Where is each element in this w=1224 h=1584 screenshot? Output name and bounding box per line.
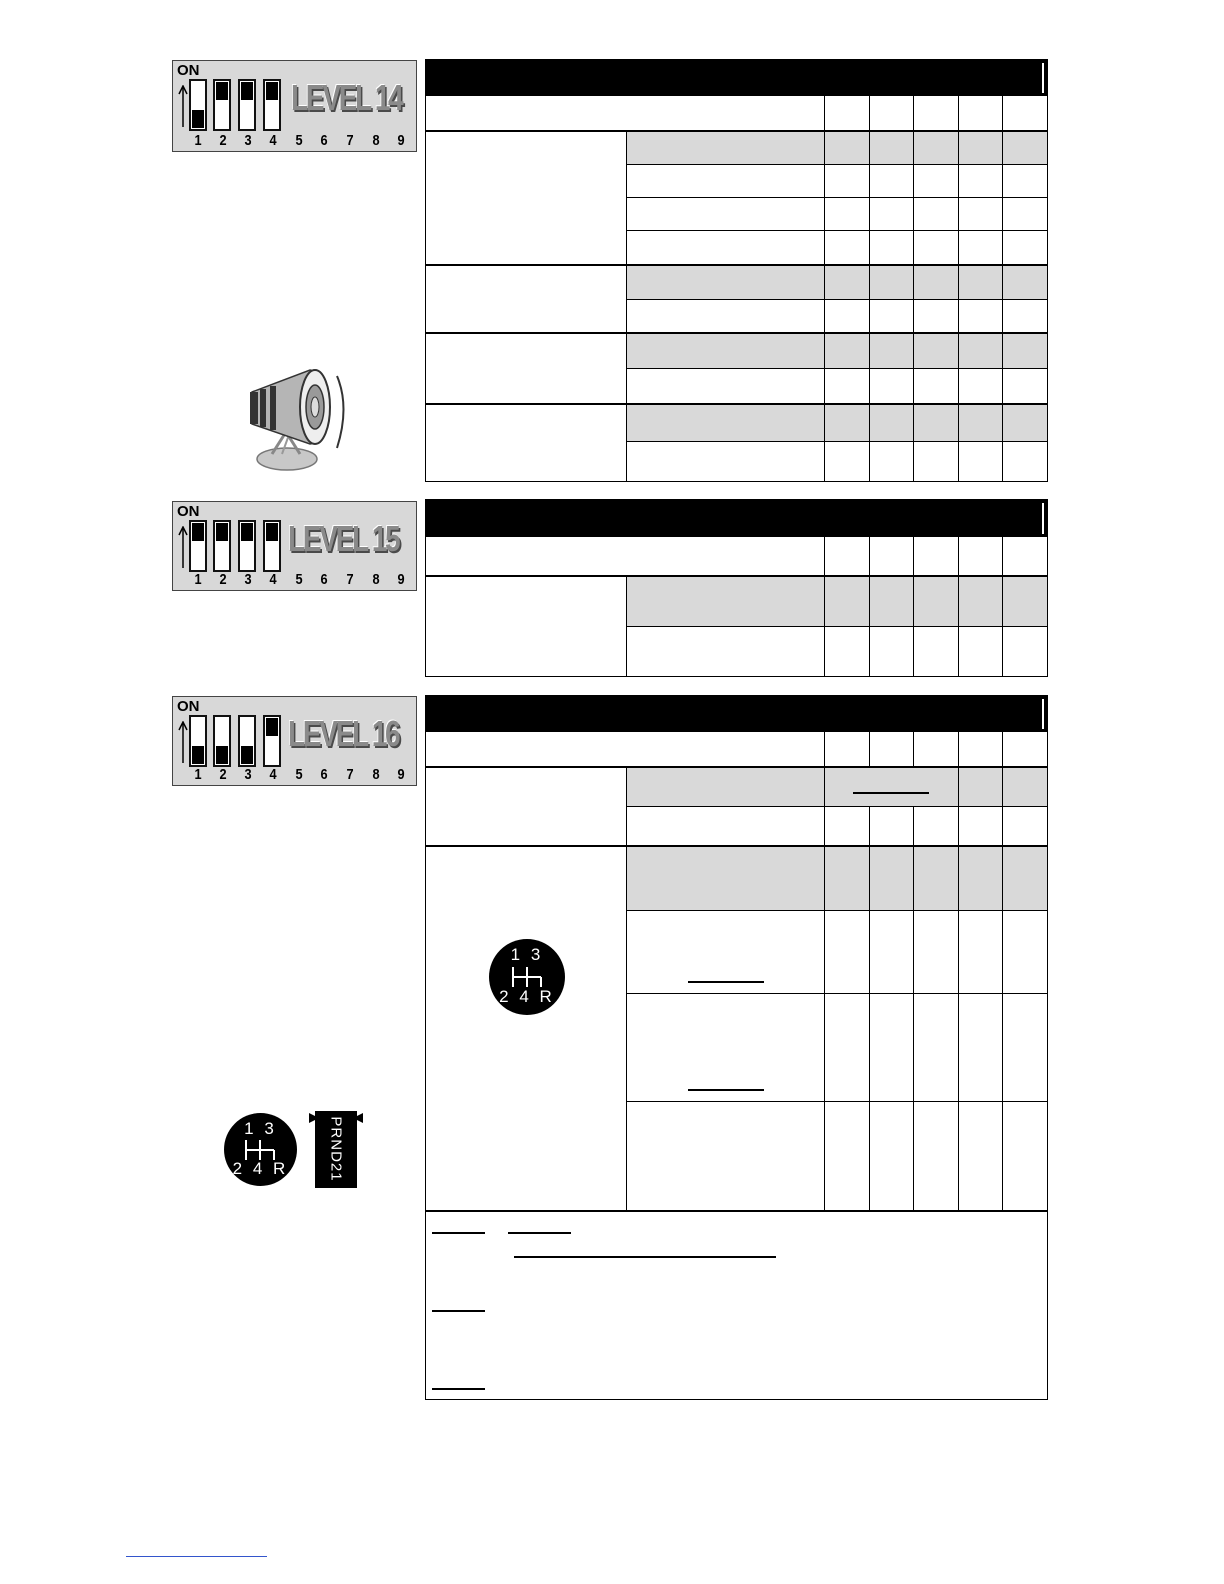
- siren-icon: [242, 362, 357, 474]
- level-label: LEVEL 16: [288, 713, 399, 754]
- automatic-gear-letters: PRND21: [327, 1116, 345, 1182]
- dip-switch-level-14: [172, 60, 417, 152]
- level-15-table: [425, 499, 1048, 677]
- switch-numbers: 1 2 3 4 5 6 7 8 9: [194, 571, 405, 588]
- on-label: ON: [177, 62, 200, 79]
- switch-1: [189, 79, 207, 131]
- switch-2: [213, 715, 231, 767]
- switch-4: [263, 715, 281, 767]
- level-14-table: [425, 59, 1048, 482]
- table-header-bar: [426, 696, 1047, 732]
- note-underline: [508, 1232, 571, 1234]
- dip-switch-level-15: [172, 501, 417, 591]
- note-underline: [514, 1256, 776, 1258]
- dip-switch-level-16: [172, 696, 417, 786]
- manual-gear-shift-icon: 1 3 2 4 R: [489, 939, 565, 1015]
- switch-numbers: 1 2 3 4 5 6 7 8 9: [194, 132, 405, 149]
- on-label: ON: [177, 698, 200, 715]
- note-underline: [432, 1388, 485, 1390]
- switch-3: [238, 520, 256, 572]
- automatic-gear-selector-icon: [315, 1111, 357, 1188]
- level-16-table: [425, 695, 1048, 1400]
- arrow-up-icon: [178, 721, 188, 763]
- switch-2: [213, 79, 231, 131]
- switch-1: [189, 715, 207, 767]
- footer-link-underline: [126, 1556, 267, 1557]
- arrow-up-icon: [178, 526, 188, 568]
- on-label: ON: [177, 503, 200, 520]
- switch-numbers: 1 2 3 4 5 6 7 8 9: [194, 766, 405, 783]
- switch-4: [263, 520, 281, 572]
- switch-2: [213, 520, 231, 572]
- manual-gear-shift-icon: 1 3 2 4 R: [224, 1113, 297, 1186]
- table-header-bar: [426, 60, 1047, 96]
- level-label: LEVEL 15: [288, 518, 399, 559]
- note-underline: [432, 1310, 485, 1312]
- switch-3: [238, 715, 256, 767]
- switch-1: [189, 520, 207, 572]
- level-label: LEVEL 14: [291, 77, 402, 118]
- table-header-bar: [426, 500, 1047, 537]
- switch-4: [263, 79, 281, 131]
- note-underline: [432, 1232, 485, 1234]
- switch-3: [238, 79, 256, 131]
- arrow-up-icon: [178, 85, 188, 127]
